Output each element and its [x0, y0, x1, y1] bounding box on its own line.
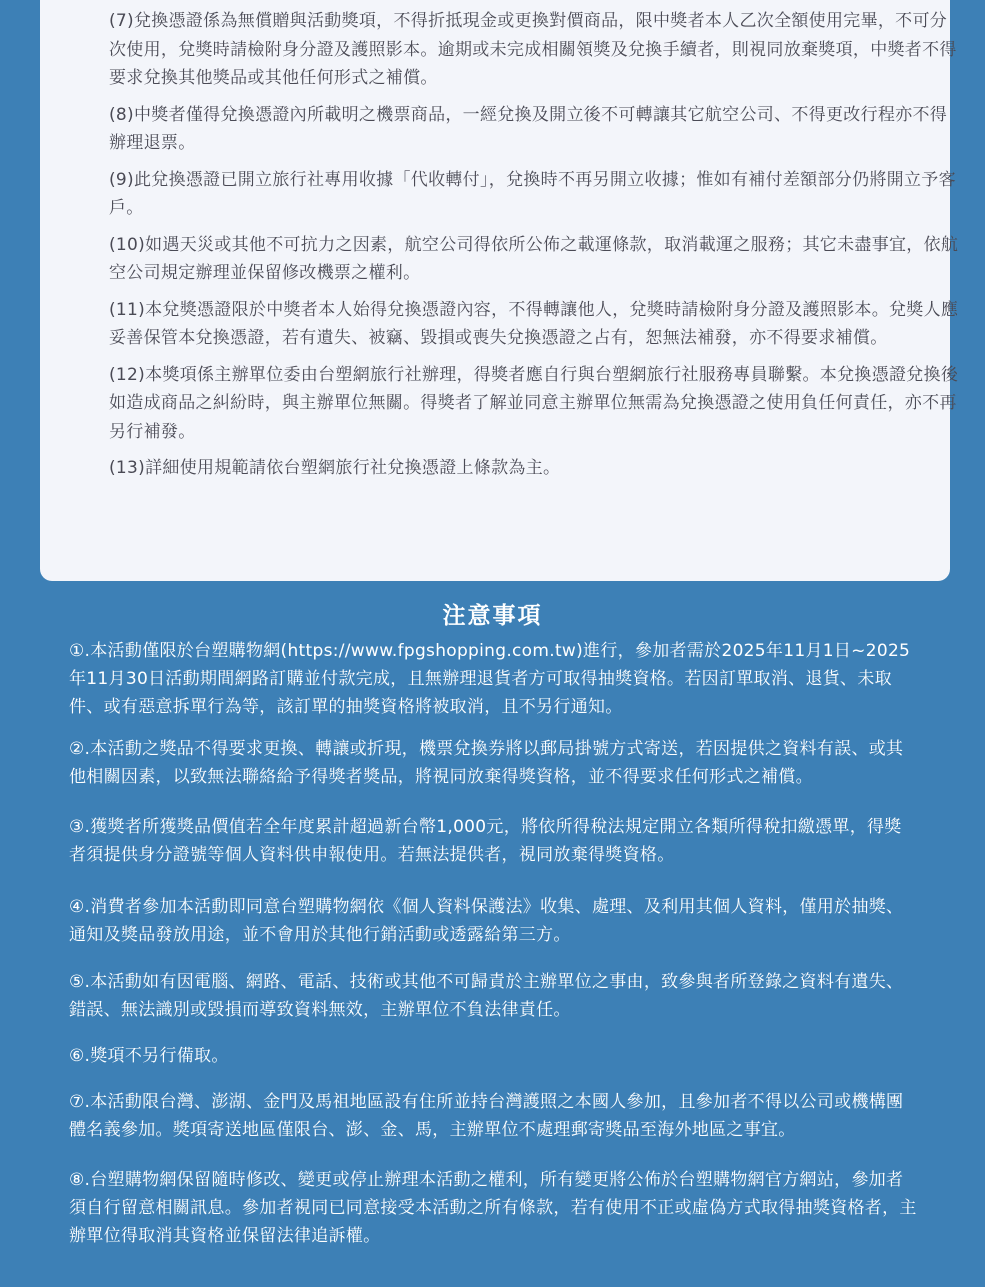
term-item-11: (11)本兌獎憑證限於中獎者本人始得兌換憑證內容，不得轉讓他人，兌獎時請檢附身分證及護照影本。兌獎人應妥善保管本兌換憑證，若有遺失、被竊、毀損或喪失兌換憑證之占有，恕無法補發，亦不得要求補償。: [109, 299, 959, 348]
terms-card: [40, 0, 959, 581]
notice-item-7: ⑦.本活動限台灣、澎湖、金門及馬祖地區設有住所並持台灣護照之本國人參加，且參加者不得以公司或機構團體名義參加。獎項寄送地區僅限台、澎、金、馬，主辦單位不處理郵寄獎品至海外地區之事宜。: [69, 1092, 904, 1140]
term-item-8: (8)中獎者僅得兌換憑證內所載明之機票商品，一經兌換及開立後不可轉讓其它航空公司、不得更改行程亦不得辦理退票。: [109, 104, 948, 153]
notice-list: [69, 637, 917, 1250]
term-item-10: (10)如遇天災或其他不可抗力之因素，航空公司得依所公佈之載運條款，取消載運之服務；其它未盡事宜，依航空公司規定辦理並保留修改機票之權利。: [109, 234, 959, 283]
term-item-7: (7)兌換憑證係為無償贈與活動獎項，不得折抵現金或更換對價商品，限中獎者本人乙次全額使用完畢，不可分次使用，兌獎時請檢附身分證及護照影本。逾期或未完成相關領獎及兌換手續者，則視同放棄獎項，中獎者不得要求兌換其他獎品或其他任何形式之補償。: [109, 11, 957, 88]
notice-item-6: ⑥.獎項不另行備取。: [69, 1046, 229, 1066]
terms-list: [109, 7, 959, 491]
notice-item-5: ⑤.本活動如有因電腦、網路、電話、技術或其他不可歸責於主辦單位之事由，致參與者所登錄之資料有遺失、錯誤、無法識別或毀損而導致資料無效，主辦單位不負法律責任。: [69, 972, 904, 1020]
notice-item-1: ①.本活動僅限於台塑購物網(https://www.fpgshopping.com.tw)進行，參加者需於2025年11月1日~2025年11月30日活動期間網路訂購並付款完成，且無辦理退貨者方可取得抽獎資格。若因訂單取消、退貨、未取件、或有惡意拆單行為等，該訂單的抽獎資格將被取消，且不另行通知。: [69, 641, 911, 717]
notice-title: 注意事項: [442, 603, 543, 629]
notice-item-3: ③.獲獎者所獲獎品價值若全年度累計超過新台幣1,000元，將依所得稅法規定開立各類所得稅扣繳憑單，得獎者須提供身分證號等個人資料供申報使用。若無法提供者，視同放棄得獎資格。: [69, 817, 902, 865]
term-item-12: (12)本獎項係主辦單位委由台塑網旅行社辦理，得獎者應自行與台塑網旅行社服務專員聯繫。本兌換憑證兌換後如造成商品之糾紛時，與主辦單位無關。得獎者了解並同意主辦單位無需為兌換憑證之使用負任何責任，亦不再另行補發。: [109, 364, 959, 442]
term-item-9: (9)此兌換憑證已開立旅行社專用收據「代收轉付」，兌換時不再另開立收據；惟如有補付差額部分仍將開立予客戶。: [109, 169, 956, 218]
notice-item-2: ②.本活動之獎品不得要求更換、轉讓或折現，機票兌換券將以郵局掛號方式寄送，若因提供之資料有誤、或其他相關因素，以致無法聯絡給予得獎者獎品，將視同放棄得獎資格，並不得要求任何形式之補償。: [69, 739, 904, 787]
term-item-13: (13)詳細使用規範請依台塑網旅行社兌換憑證上條款為主。: [109, 458, 561, 478]
notice-item-8: ⑧.台塑購物網保留隨時修改、變更或停止辦理本活動之權利，所有變更將公佈於台塑購物網官方網站，參加者須自行留意相關訊息。參加者視同已同意接受本活動之所有條款，若有使用不正或虛偽方式取得抽獎資格者，主辦單位得取消其資格並保留法律追訴權。: [69, 1170, 917, 1246]
notice-item-4: ④.消費者參加本活動即同意台塑購物網依《個人資料保護法》收集、處理、及利用其個人資料，僅用於抽獎、通知及獎品發放用途，並不會用於其他行銷活動或透露給第三方。: [69, 897, 904, 945]
